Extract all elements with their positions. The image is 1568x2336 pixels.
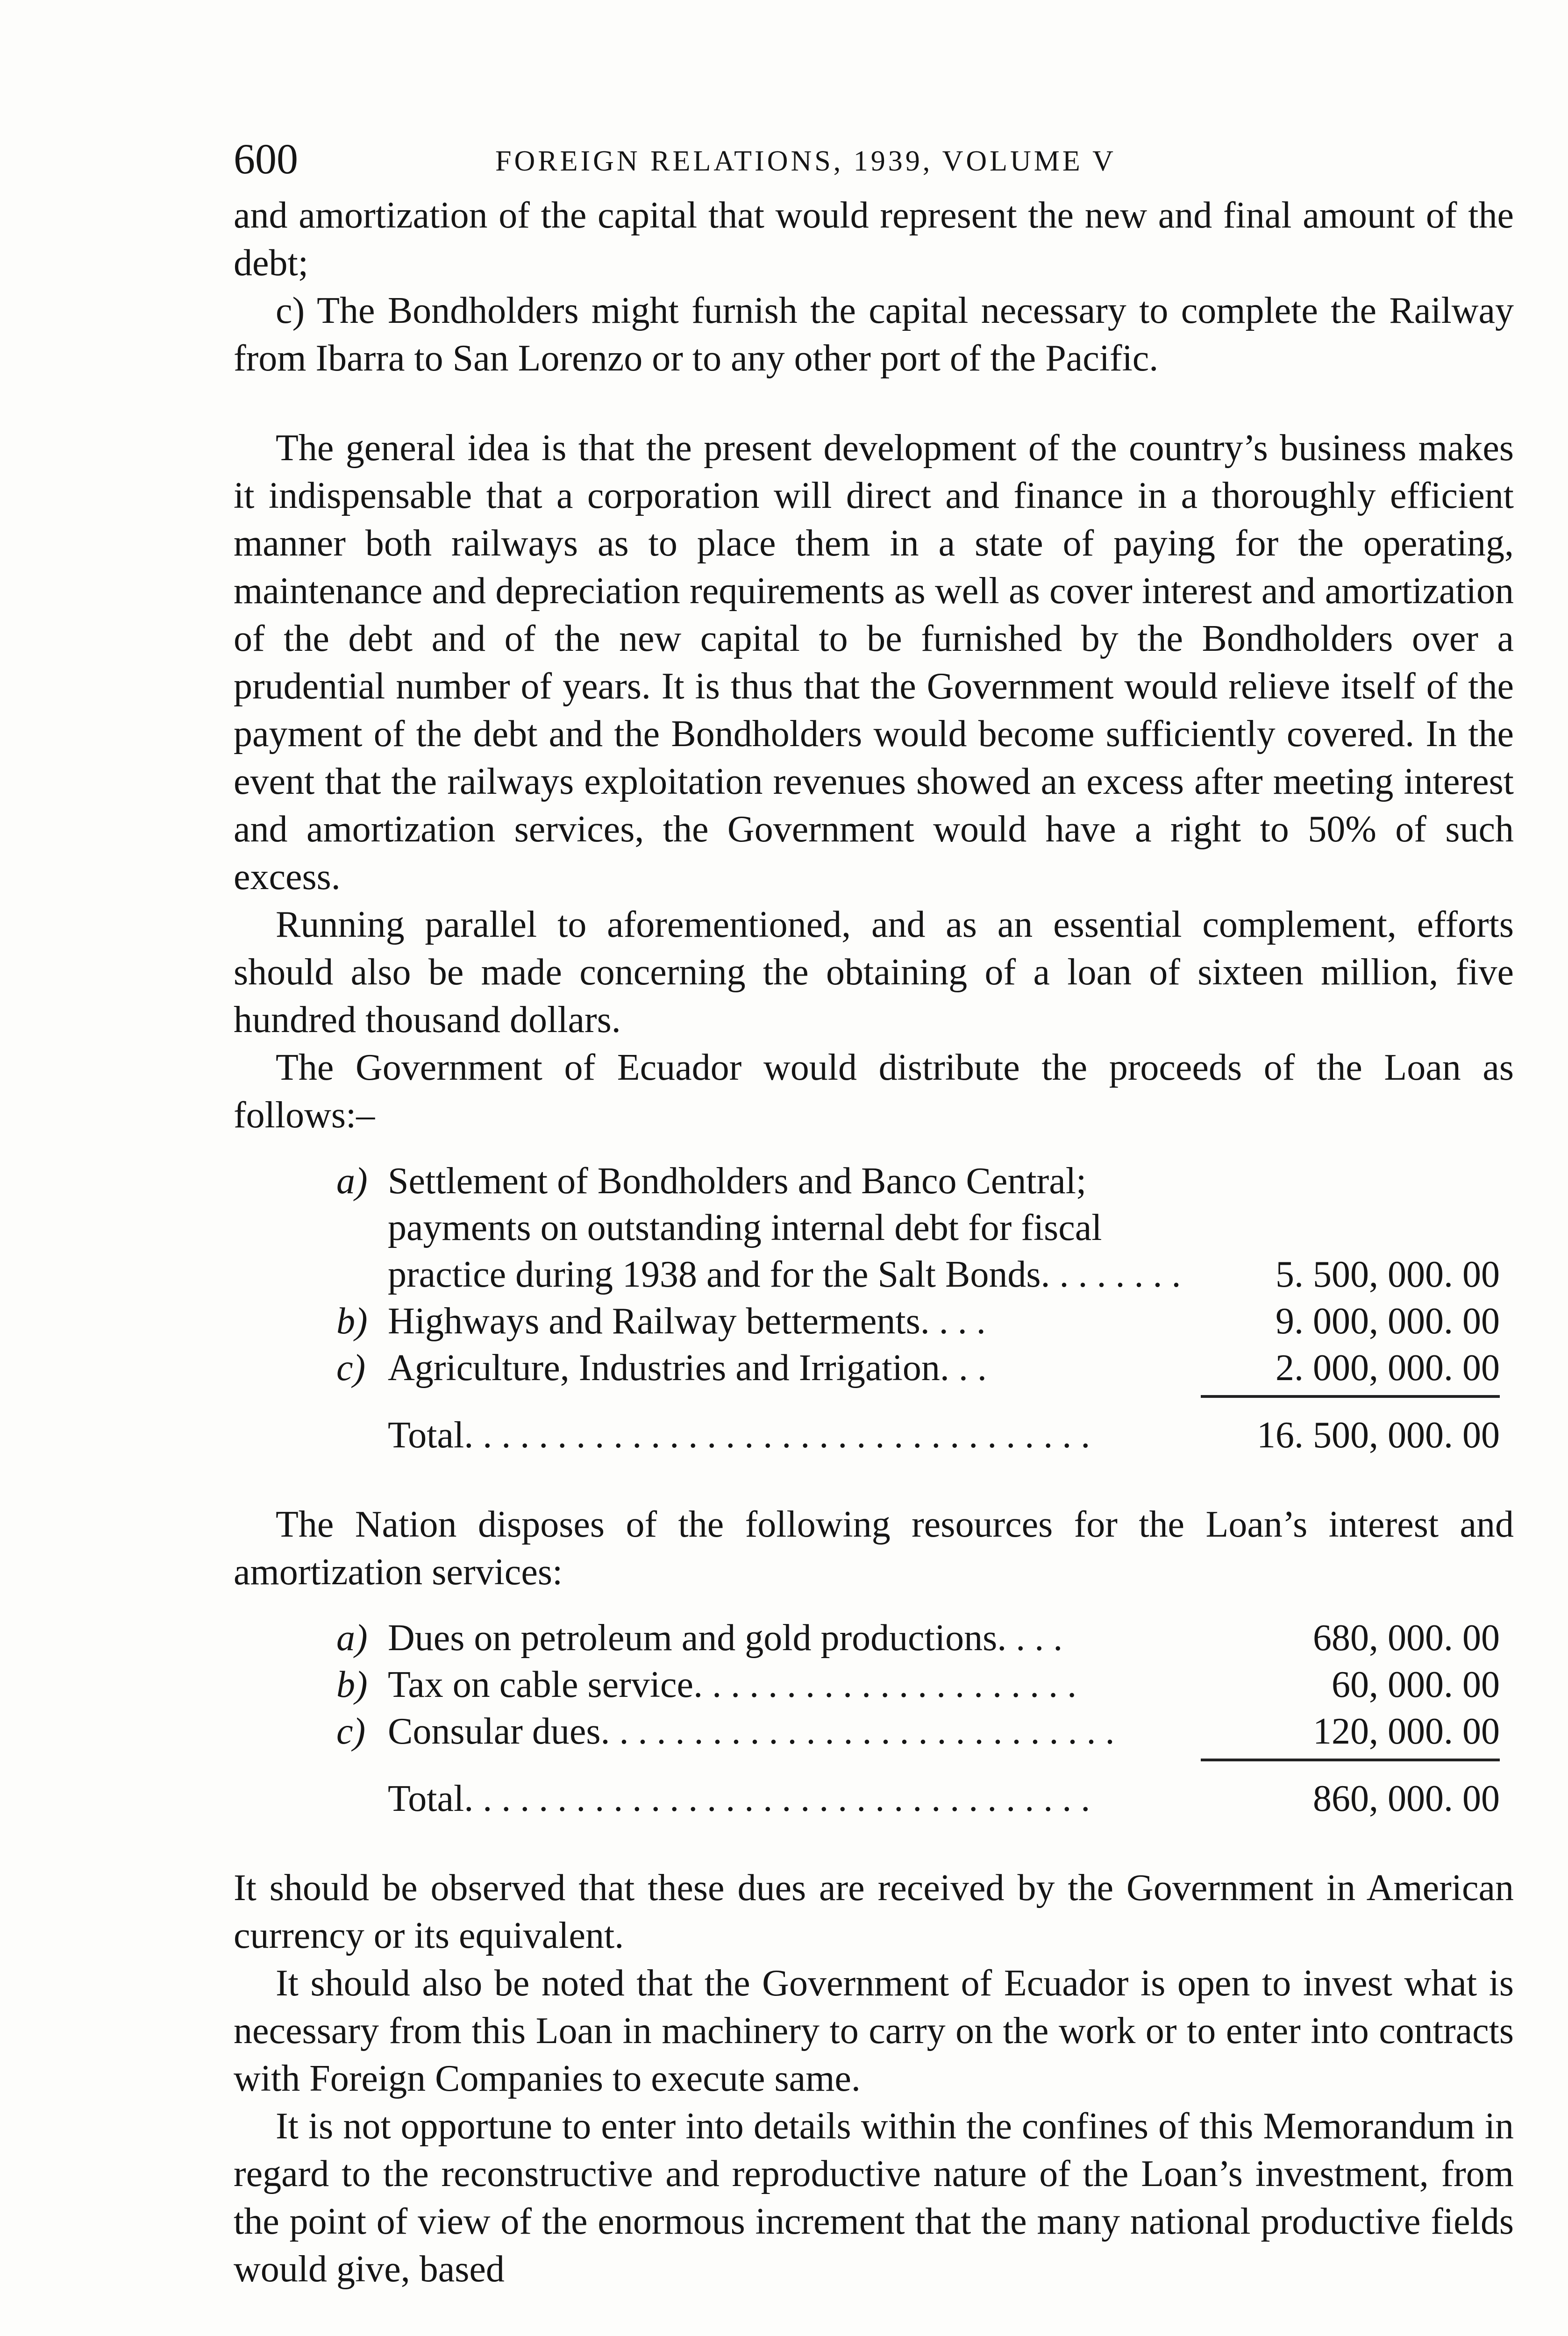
item-label: c) xyxy=(336,1711,366,1752)
item-description: Agriculture, Industries and Irrigation. . . xyxy=(388,1347,987,1389)
sum-rule xyxy=(1201,1391,1500,1398)
total-label: Total. . . . . . . . . . . . . . . . . . . . . . . . . . . . . . . . . . xyxy=(388,1415,1090,1456)
table-row xyxy=(336,1708,1500,1755)
item-label: a) xyxy=(336,1161,368,1202)
running-title: FOREIGN RELATIONS, 1939, VOLUME V xyxy=(495,145,1116,177)
total-row xyxy=(336,1775,1500,1822)
paragraph-continuation: and amortization of the capital that would represent the new and final amount of the debt; xyxy=(234,195,1514,284)
item-amount: 5. 500, 000. 00 xyxy=(1276,1254,1500,1295)
total-label: Total. . . . . . . . . . . . . . . . . . . . . . . . . . . . . . . . . . xyxy=(388,1778,1090,1819)
resources-table xyxy=(336,1615,1500,1822)
sum-rule xyxy=(1201,1755,1500,1761)
item-description: Dues on petroleum and gold productions. . . . xyxy=(388,1617,1063,1659)
total-amount: 860, 000. 00 xyxy=(1313,1778,1500,1819)
item-label: b) xyxy=(336,1664,368,1705)
item-amount: 120, 000. 00 xyxy=(1313,1711,1500,1752)
table-row xyxy=(336,1615,1500,1661)
item-description: Consular dues. . . . . . . . . . . . . . . . . . . . . . . . . . . . xyxy=(388,1711,1115,1752)
item-amount: 9. 000, 000. 00 xyxy=(1276,1301,1500,1342)
table-row xyxy=(336,1345,1500,1391)
loan-distribution-table xyxy=(336,1158,1500,1459)
rule-row xyxy=(336,1391,1500,1398)
item-description: Settlement of Bondholders and Banco Central; payments on outstanding internal debt for fiscal practice during 1938 and for the Salt Bonds. . . . . . . . xyxy=(388,1161,1181,1295)
table-row xyxy=(336,1158,1500,1298)
paragraph-item-c: c) The Bondholders might furnish the capital necessary to complete the Railway from Ibarra to San Lorenzo or to any other port of the Pacific. xyxy=(234,290,1514,379)
item-label: c) xyxy=(336,1347,366,1389)
page-body xyxy=(234,192,1514,2293)
item-amount: 680, 000. 00 xyxy=(1313,1617,1500,1659)
item-description: Highways and Railway betterments. . . . xyxy=(388,1301,986,1342)
item-label: b) xyxy=(336,1301,368,1342)
total-row xyxy=(336,1412,1500,1459)
paragraph-machinery: It should also be noted that the Government of Ecuador is open to invest what is necessary from this Loan in machinery to carry on the work or to enter into contracts with Foreign Companies to execute same. xyxy=(234,1963,1514,2099)
item-label: a) xyxy=(336,1617,368,1659)
item-amount: 2. 000, 000. 00 xyxy=(1276,1347,1500,1389)
item-description: Tax on cable service. . . . . . . . . . . . . . . . . . . . . xyxy=(388,1664,1077,1705)
page-number: 600 xyxy=(234,135,298,183)
rule-row xyxy=(336,1755,1500,1761)
page-header xyxy=(234,135,1280,182)
total-amount: 16. 500, 000. 00 xyxy=(1257,1415,1500,1456)
paragraph-american-currency: It should be observed that these dues are received by the Government in American currency or its equivalent. xyxy=(234,1867,1514,1956)
table-row xyxy=(336,1661,1500,1708)
paragraph-not-opportune: It is not opportune to enter into details within the confines of this Memorandum in regard to the reconstructive and reproductive nature of the Loan’s investment, from the point of view of the enormous increment that the many national productive fields would give, based xyxy=(234,2106,1514,2290)
item-amount: 60, 000. 00 xyxy=(1332,1664,1500,1705)
paragraph-general-idea: The general idea is that the present development of the country’s business makes it indispensable that a corporation will direct and finance in a thoroughly efficient manner both railways as to place them in a state of paying for the operating, maintenance and depreciation requirements as well as cover interest and amortization of the debt and of the new capital to be furnished by the Bondholders over a prudential number of years. It is thus that the Government would relieve itself of the payment of the debt and the Bondholders would become sufficiently covered. In the event that the railways exploitation revenues showed an excess after meeting interest and amortization services, the Government would have a right to 50% of such excess. xyxy=(234,427,1514,897)
paragraph-loan-distribution-intro: The Government of Ecuador would distribute the proceeds of the Loan as follows:– xyxy=(234,1047,1514,1136)
table-row xyxy=(336,1298,1500,1345)
paragraph-resources-intro: The Nation disposes of the following resources for the Loan’s interest and amortization services: xyxy=(234,1504,1514,1593)
paragraph-running-parallel: Running parallel to aforementioned, and as an essential complement, efforts should also be made concerning the obtaining of a loan of sixteen million, five hundred thousand dollars. xyxy=(234,904,1514,1040)
